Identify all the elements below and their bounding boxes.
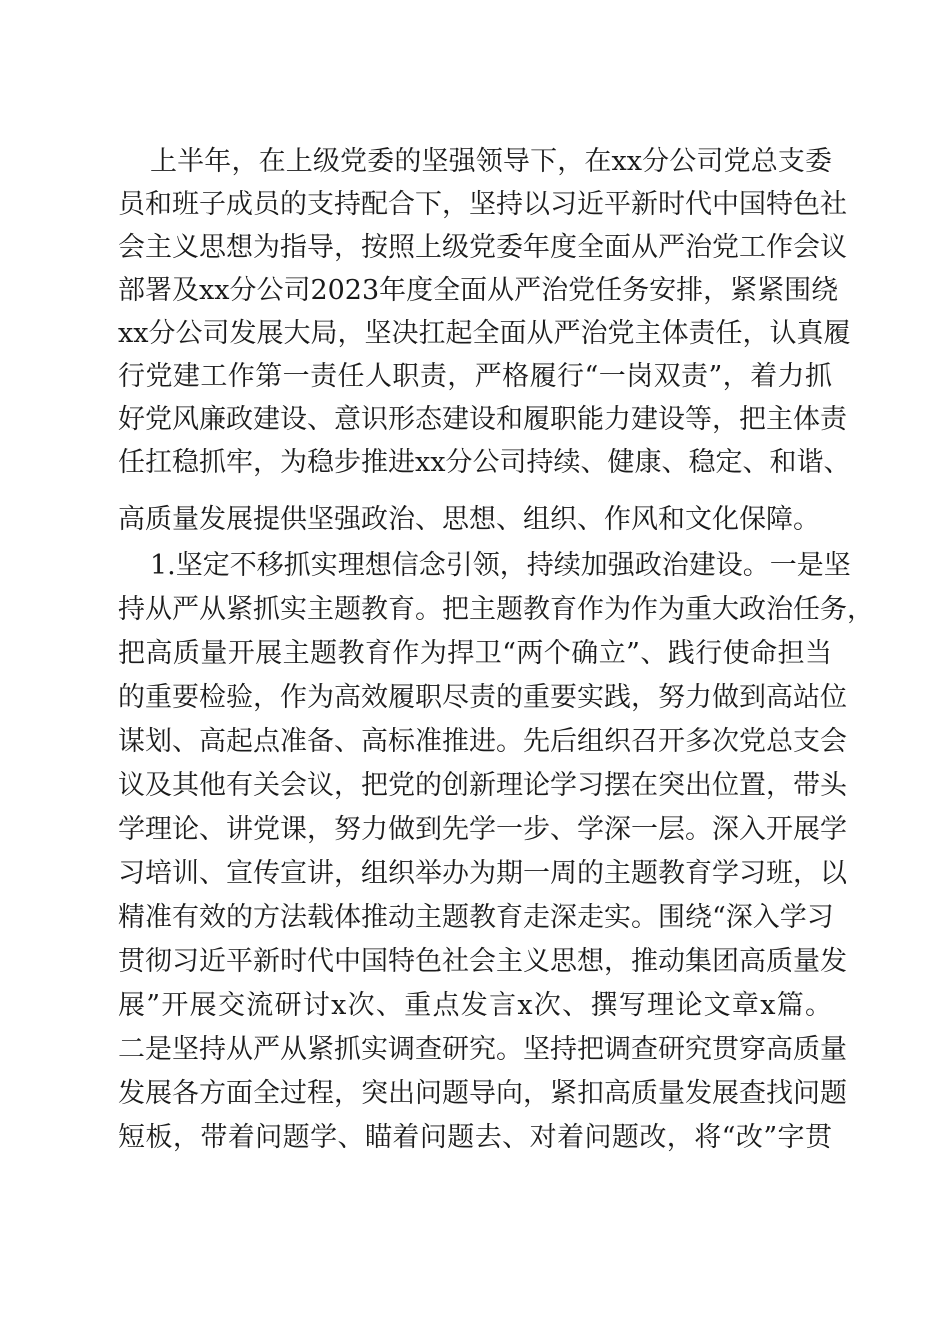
text-line: 行党建工作第一责任人职责，严格履行“一岗双责”，着力抓 [118, 361, 832, 392]
text-line: 把高质量开展主题教育作为捍卫“两个确立”、践行使命担当 [118, 638, 832, 669]
text-line: 任扛稳抓牢，为稳步推进xx分公司持续、健康、稳定、和谐、 [118, 447, 851, 478]
text-line: xx分公司发展大局，坚决扛起全面从严治党主体责任，认真履 [118, 318, 851, 349]
text-line: 发展各方面全过程，突出问题导向，紧扣高质量发展查找问题 [118, 1078, 847, 1109]
text-line: 会主义思想为指导，按照上级党委年度全面从严治党工作会议 [118, 232, 847, 263]
text-line: 习培训、宣传宣讲，组织举办为期一周的主题教育学习班，以 [118, 858, 847, 889]
text-line: 好党风廉政建设、意识形态建设和履职能力建设等，把主体责 [118, 404, 847, 435]
text-line: 短板，带着问题学、瞄着问题去、对着问题改，将“改”字贯 [118, 1122, 832, 1153]
text-line: 谋划、高起点准备、高标准推进。先后组织召开多次党总支会 [118, 726, 847, 757]
text-line: 上半年，在上级党委的坚强领导下，在xx分公司党总支委 [150, 146, 832, 177]
text-line: 精准有效的方法载体推动主题教育走深走实。围绕“深入学习 [118, 902, 834, 933]
text-line: 二是坚持从严从紧抓实调查研究。坚持把调查研究贯穿高质量 [118, 1034, 847, 1065]
text-line: 贯彻习近平新时代中国特色社会主义思想，推动集团高质量发 [118, 946, 847, 977]
text-line: 议及其他有关会议，把党的创新理论学习摆在突出位置，带头 [118, 770, 847, 801]
text-line: 学理论、讲党课，努力做到先学一步、学深一层。深入开展学 [118, 814, 847, 845]
text-line: 展”开展交流研讨x次、重点发言x次、撰写理论文章x篇。 [118, 990, 832, 1021]
text-line: 1.坚定不移抓实理想信念引领，持续加强政治建设。一是坚 [150, 550, 851, 581]
text-line: 的重要检验，作为高效履职尽责的重要实践，努力做到高站位 [118, 682, 847, 713]
text-line: 持从严从紧抓实主题教育。把主题教育作为作为重大政治任务， [118, 594, 874, 625]
text-line: 高质量发展提供坚强政治、思想、组织、作风和文化保障。 [118, 504, 820, 535]
text-line: 员和班子成员的支持配合下，坚持以习近平新时代中国特色社 [118, 189, 847, 220]
text-line: 部署及xx分公司2023年度全面从严治党任务安排，紧紧围绕 [118, 275, 839, 306]
